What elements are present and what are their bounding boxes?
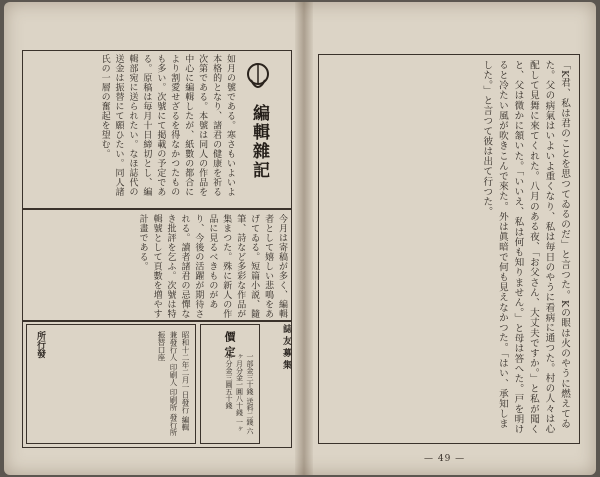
page-number: — 49 —: [424, 454, 466, 464]
colophon-box: [26, 324, 196, 444]
story-body-text: 「K君、私は君のことを思つてゐるのだ」と言つた。Kの眼は火のやうに燃えてゐた。父の病氣はいよいよ重くなり、私は毎日のやうに看病に通つた。村の人々は心配して見舞に來てくれた。八月のある夜、「お父さん、大丈夫ですか。」と私が聞くと、父は微かに頷いた。「いいえ、私は何も知りません。」と母は答へた。戸を明けると冷たい風が吹きこんで來た。外は眞暗で何も見えなかつた。「はい、承知しました。」と言つて彼は出て行つた。: [481, 60, 570, 435]
left-page-divider: [22, 208, 292, 210]
editor-notes-top-text: 如月の號である。寒さもいよいよ本格的となり、諸君の健康を祈る次第である。本號は同人の作品を中心に編輯したが、紙數の都合により割愛せざるを得なかつたものも多い。次號にて掲載の予定である。原稿は毎月十日締切とし、編輯部宛に送られたい。なほ誌代の送金は振替にて願ひたい。同人諸氏の一層の奮起を望む。: [99, 54, 235, 197]
price-title: 價定: [223, 331, 236, 361]
colophon-title: 所行發: [35, 331, 45, 358]
price-text: 一部金三十錢 送料二錢 六ヶ月分金一圓八十錢 一ヶ年分金三圓五十錢: [225, 353, 254, 435]
wanted-notice: 誌友募集: [281, 324, 291, 372]
price-box: [200, 324, 260, 444]
editor-emblem-icon: [243, 60, 273, 98]
editor-notes-title: 編輯雜記: [249, 104, 269, 180]
colophon-text: 昭和十二年二月一日發行 編輯兼發行人 印刷人 印刷所 發行所 振替口座: [157, 331, 190, 436]
book-spread: [4, 2, 596, 475]
editor-notes-bottom-text: 今月は寄稿が多く、編輯者として嬉しい悲鳴をあげてゐる。短篇小説、隨筆、詩など多彩な作品が集まつた。殊に新人の作品に見るべきものがあり、今後の活躍が期待される。讀者諸君の忌憚なき批評を乞ふ。次號は特輯號として頁數を増やす計畫である。: [137, 214, 287, 319]
book-gutter: [295, 2, 313, 475]
